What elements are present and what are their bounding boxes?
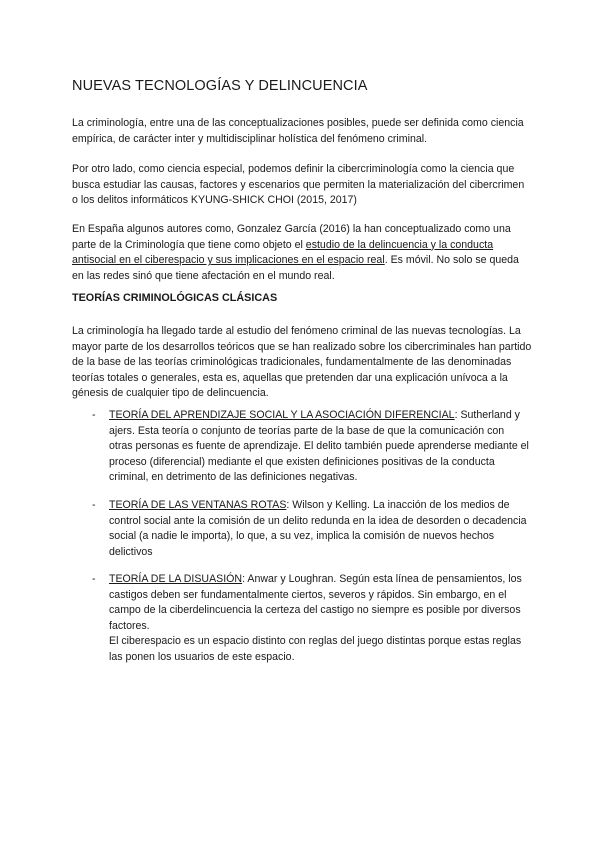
list-item-content	[109, 572, 529, 666]
theory-description: Sutherland y ajers. Esta teoría o conjunto de teorías parte de la base de que la comunicación con otras personas es fuente de aprendizaje. El delito también puede aprenderse mediante el proceso (diferencial) mediante el que existen definiciones positivas de la conducta criminal, en detrimento de las definiciones negativas.	[109, 409, 529, 484]
list-item-content	[109, 408, 529, 486]
theory-description: Wilson y Kelling. La inacción de los medios de control social ante la comisión de un delito redunda en la idea de desorden o decadencia social (a nadie le importa), lo que, a su vez, implica la comisión de nuevos hechos delictivos	[109, 499, 527, 558]
theory-title: TEORÍA DE LA DISUASIÓN	[109, 573, 243, 585]
bullet-dash: -	[92, 409, 96, 421]
theory-separator: :	[242, 573, 246, 585]
spain-paragraph-text: En España algunos autores como, Gonzalez García (2016) la han conceptualizado como una parte de la Criminología que tiene como objeto el	[72, 223, 511, 251]
intro-paragraph: La criminología, entre una de las conceptualizaciones posibles, puede ser definida como ciencia empírica, de carácter inter y multidisciplinar holística del fenómeno criminal.	[72, 117, 524, 145]
bullet-dash: -	[92, 499, 96, 511]
spain-paragraph	[72, 222, 532, 284]
theory-separator: :	[454, 409, 458, 421]
theory-description: Anwar y Loughran. Según esta línea de pensamientos, los castigos deben ser fundamentalmente ciertos, severos y rápidos. Sin embargo, en el campo de la ciberdelincuencia la certeza del castigo no siempre es posible por diversos factores.	[109, 573, 522, 632]
theory-extra-note: El ciberespacio es un espacio distinto con reglas del juego distintas porque estas reglas las ponen los usuarios de este espacio.	[109, 635, 522, 663]
page-title: NUEVAS TECNOLOGÍAS Y DELINCUENCIA	[72, 78, 368, 94]
section-heading: TEORÍAS CRIMINOLÓGICAS CLÁSICAS	[72, 292, 278, 304]
cybercriminology-paragraph: Por otro lado, como ciencia especial, podemos definir la cibercriminología como la ciencia que busca estudiar las causas, factores y escenarios que permiten la materialización del cibercrimen o los delitos informáticos KYUNG-SHICK CHOI (2015, 2017)	[72, 163, 525, 207]
theory-title: TEORÍA DE LAS VENTANAS ROTAS	[109, 499, 287, 511]
underlined-definition: estudio de la delincuencia y la conducta antisocial en el ciberespacio y sus implicaciones en el espacio real	[72, 238, 494, 267]
theory-title: TEORÍA DEL APRENDIZAJE SOCIAL Y LA ASOCIACIÓN DIFERENCIAL	[109, 409, 455, 421]
theory-separator: :	[286, 499, 290, 511]
list-item-content	[109, 498, 529, 560]
bullet-dash: -	[92, 573, 96, 585]
spain-paragraph-tail: . Es móvil. No solo se queda en las redes sinó que tiene afectación en el mundo real.	[72, 254, 519, 282]
theories-intro-paragraph: La criminología ha llegado tarde al estudio del fenómeno criminal de las nuevas tecnologías. La mayor parte de los desarrollos teóricos que se han realizado sobre los cibercriminales han partido de la base de las teorías criminológicas tradicionales, fundamentalmente de las denominadas teorías totales o generales, esta es, aquellas que pretenden dar una explicación unívoca a la génesis de cualquier tipo de delincuencia.	[72, 325, 532, 400]
